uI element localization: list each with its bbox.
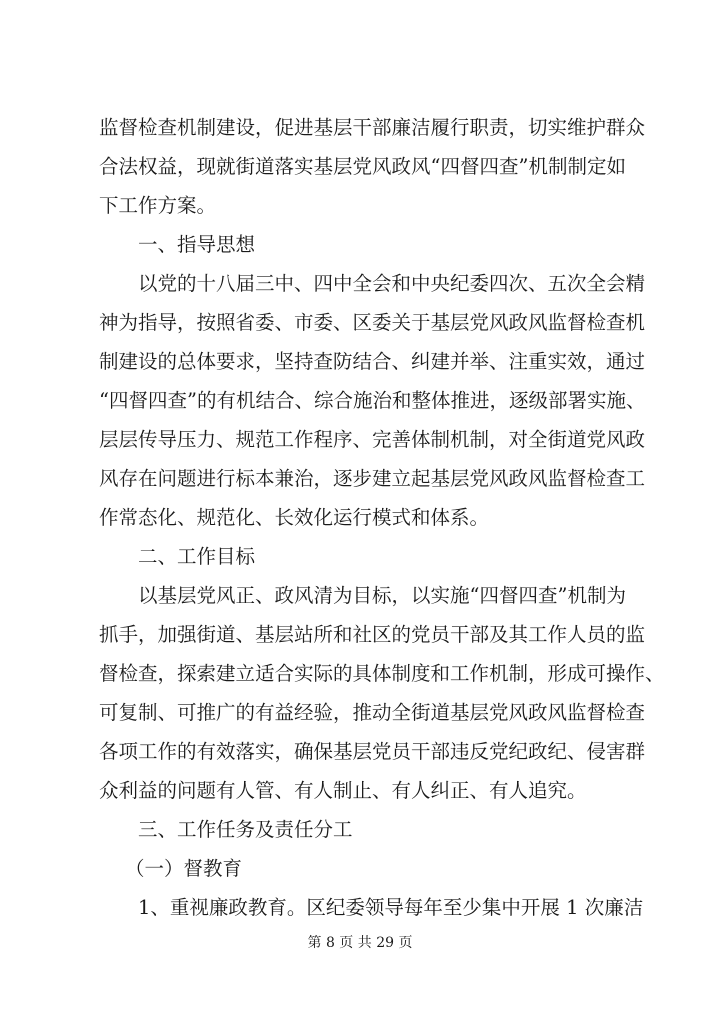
line-text: 神为指导，按照省委、市委、区委关于基层党风政风监督检查机 — [99, 311, 646, 334]
line-text: 抓手，加强街道、基层站所和社区的党员干部及其工作人员的监 — [99, 623, 646, 646]
section-heading — [0, 537, 720, 577]
heading-text: 一、指导思想 — [138, 233, 256, 256]
text-line — [0, 576, 720, 616]
text-line — [0, 264, 720, 304]
line-text: 以党的十八届三中、四中全会和中央纪委四次、五次全会精 — [138, 272, 646, 295]
section-heading — [0, 810, 720, 850]
section-heading — [0, 225, 720, 265]
text-line — [0, 420, 720, 460]
text-line — [0, 381, 720, 421]
line-text: “四督四查”的有机结合、综合施治和整体推进，逐级部署实施、 — [99, 389, 646, 412]
page-indicator: 第 8 页 共 29 页 — [307, 935, 413, 951]
line-text: 督检查，探索建立适合实际的具体制度和工作机制，形成可操作、 — [99, 662, 665, 685]
heading-text: （一）督教育 — [125, 857, 243, 880]
text-line — [0, 888, 720, 928]
heading-text: 三、工作任务及责任分工 — [138, 818, 353, 841]
subsection-heading — [0, 849, 720, 889]
text-line — [0, 771, 720, 811]
line-text: 作常态化、规范化、长效化运行模式和体系。 — [99, 506, 490, 529]
page-footer — [0, 933, 720, 953]
text-line — [0, 615, 720, 655]
line-text: 层层传导压力、规范工作程序、完善体制机制，对全街道党风政 — [99, 428, 646, 451]
text-line — [0, 693, 720, 733]
text-line — [0, 498, 720, 538]
line-text: 监督检查机制建设，促进基层干部廉洁履行职责，切实维护群众 — [99, 116, 646, 139]
text-line — [0, 732, 720, 772]
line-text: 各项工作的有效落实，确保基层党员干部违反党纪政纪、侵害群 — [99, 740, 646, 763]
text-line — [0, 459, 720, 499]
text-line — [0, 147, 720, 187]
line-text: 可复制、可推广的有益经验，推动全街道基层党风政风监督检查 — [99, 701, 646, 724]
line-text: 风存在问题进行标本兼治，逐步建立起基层党风政风监督检查工 — [99, 467, 646, 490]
line-text: 1、重视廉政教育。区纪委领导每年至少集中开展 1 次廉洁 — [138, 896, 644, 919]
text-line — [0, 654, 720, 694]
text-line — [0, 342, 720, 382]
line-text: 制建设的总体要求，坚持查防结合、纠建并举、注重实效，通过 — [99, 350, 646, 373]
text-line — [0, 186, 720, 226]
heading-text: 二、工作目标 — [138, 545, 256, 568]
text-line — [0, 303, 720, 343]
text-line — [0, 108, 720, 148]
line-text: 合法权益，现就街道落实基层党风政风“四督四查”机制制定如 — [99, 155, 626, 178]
line-text: 下工作方案。 — [99, 194, 217, 217]
line-text: 众利益的问题有人管、有人制止、有人纠正、有人追究。 — [99, 779, 587, 802]
line-text: 以基层党风正、政风清为目标，以实施“四督四查”机制为 — [138, 584, 626, 607]
